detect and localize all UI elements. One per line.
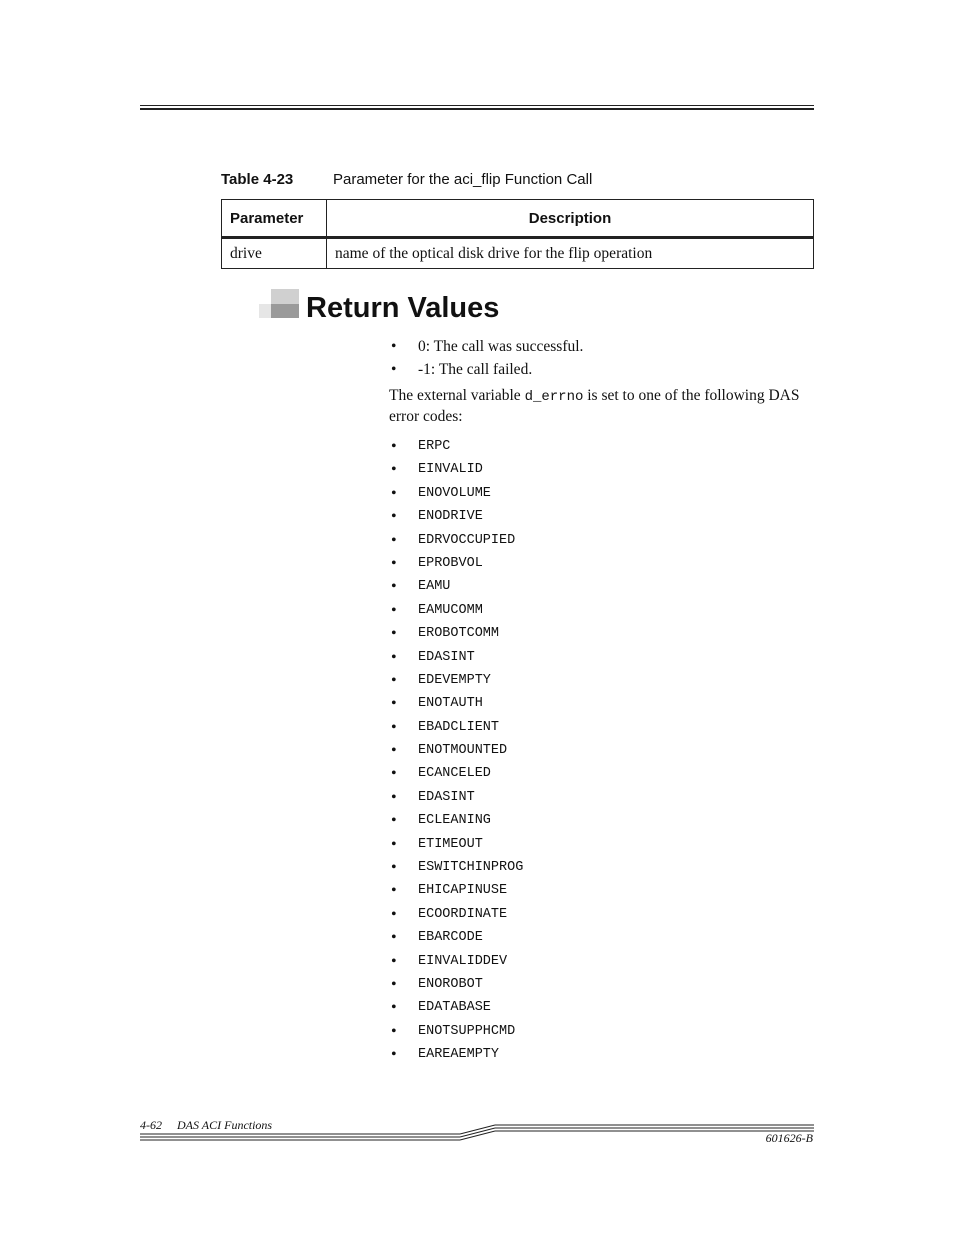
list-item: • EAMUCOMM <box>389 599 523 622</box>
return-values-list <box>389 335 583 381</box>
header-parameter: Parameter <box>222 200 327 238</box>
list-item: • EBARCODE <box>389 926 523 949</box>
table-title: Parameter for the aci_flip Function Call <box>333 171 593 188</box>
cell-parameter: drive <box>222 238 327 269</box>
list-item: • ESWITCHINPROG <box>389 856 523 879</box>
table-caption <box>221 171 592 188</box>
section-title: Return Values <box>306 292 500 324</box>
cell-description: name of the optical disk drive for the flip operation <box>327 238 814 269</box>
list-item: • EHICAPINUSE <box>389 879 523 902</box>
footer-left <box>140 1118 272 1133</box>
list-item: • EINVALID <box>389 458 523 481</box>
list-item: • EDRVOCCUPIED <box>389 529 523 552</box>
table-row <box>222 238 814 269</box>
list-item: • ENOTMOUNTED <box>389 739 523 762</box>
errno-variable: d_errno <box>524 389 584 405</box>
list-item: • EDATABASE <box>389 996 523 1019</box>
table-header-row <box>222 200 814 238</box>
list-item: • ENODRIVE <box>389 505 523 528</box>
list-item: • ECANCELED <box>389 762 523 785</box>
list-item: • ENOROBOT <box>389 973 523 996</box>
para-text-before: The external variable <box>389 387 525 404</box>
document-number: 601626-B <box>765 1131 813 1145</box>
list-item: • EAREAEMPTY <box>389 1043 523 1066</box>
header-description: Description <box>327 200 814 238</box>
list-item: • ETIMEOUT <box>389 833 523 856</box>
list-item: • EBADCLIENT <box>389 716 523 739</box>
list-item: • EDASINT <box>389 646 523 669</box>
section-heading-icon <box>259 289 299 318</box>
list-item: • ECOORDINATE <box>389 903 523 926</box>
list-item: • ENOVOLUME <box>389 482 523 505</box>
list-item: • EROBOTCOMM <box>389 622 523 645</box>
errno-paragraph <box>389 386 814 426</box>
list-item: • ECLEANING <box>389 809 523 832</box>
list-item: • EPROBVOL <box>389 552 523 575</box>
list-item: • EDASINT <box>389 786 523 809</box>
list-item: • ENOTSUPPHCMD <box>389 1020 523 1043</box>
header-rule <box>140 105 814 113</box>
table-number: Table 4-23 <box>221 171 294 188</box>
list-item: • ENOTAUTH <box>389 692 523 715</box>
list-item: • EDEVEMPTY <box>389 669 523 692</box>
parameter-table <box>221 199 814 269</box>
error-codes-list <box>389 435 523 1067</box>
list-item: • ERPC <box>389 435 523 458</box>
para-text-after: is set to one of the following DAS error codes: <box>389 387 800 425</box>
list-item: • 0: The call was successful. <box>389 335 583 358</box>
page-number: 4-62 <box>140 1118 162 1132</box>
list-item: • EAMU <box>389 575 523 598</box>
list-item: • -1: The call failed. <box>389 358 583 381</box>
list-item: • EINVALIDDEV <box>389 950 523 973</box>
chapter-title: DAS ACI Functions <box>177 1118 273 1132</box>
